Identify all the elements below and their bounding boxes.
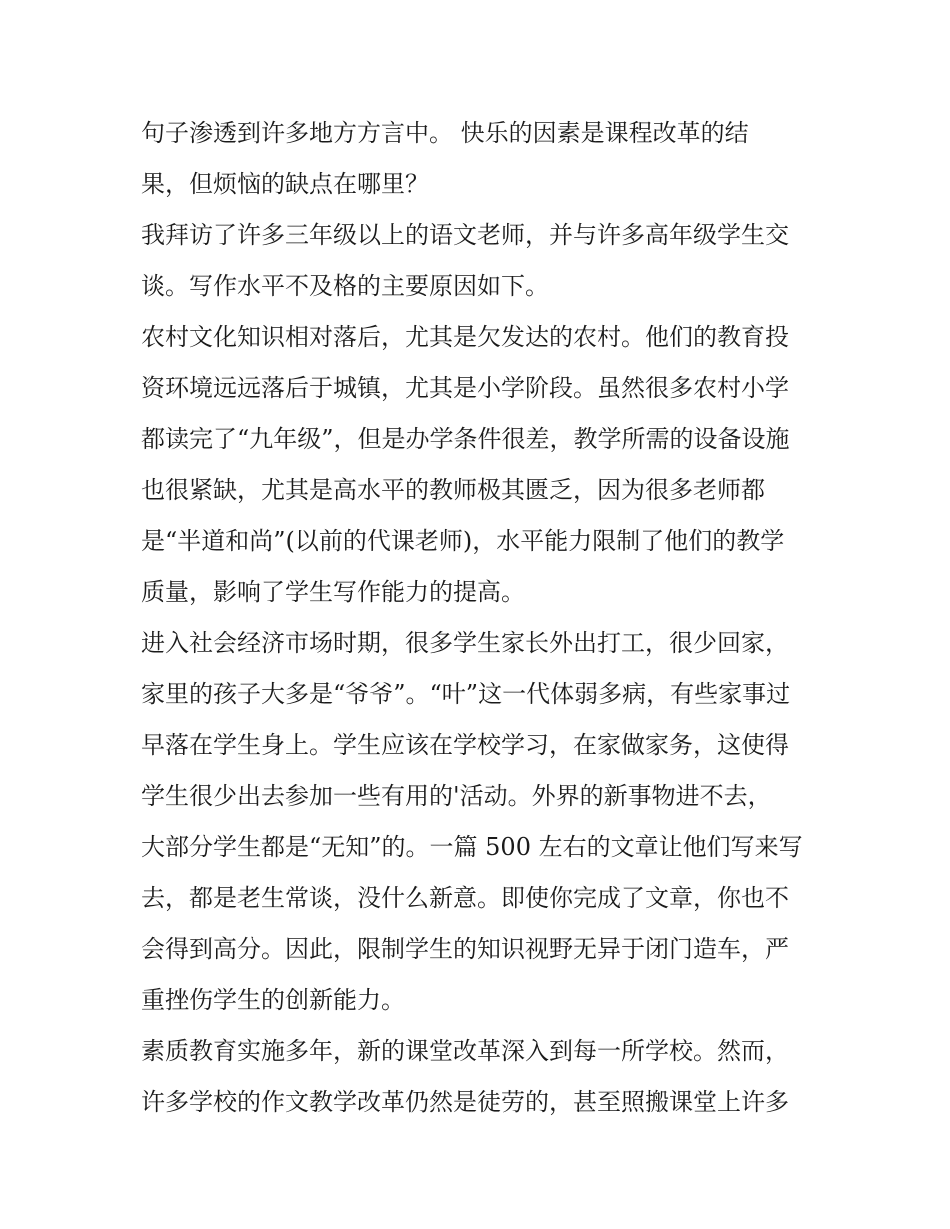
paragraph-4 xyxy=(141,618,821,1026)
text-line: 资环境远远落后于城镇，尤其是小学阶段。虽然很多农村小学 xyxy=(141,374,789,402)
text-line: 谈。写作水平不及格的主要原因如下。 xyxy=(141,272,549,300)
paragraph-1 xyxy=(141,108,821,210)
paragraph-3 xyxy=(141,312,821,618)
text-line: 进入社会经济市场时期，很多学生家长外出打工，很少回家， xyxy=(141,629,789,657)
text-line: 大部分学生都是“无知”的。一篇 500 左右的文章让他们写来写 xyxy=(141,833,803,861)
text-line: 质量，影响了学生写作能力的提高。 xyxy=(141,578,525,606)
text-line: 学生很少出去参加一些有用的'活动。外界的新事物进不去， xyxy=(141,782,772,810)
text-line: 早落在学生身上。学生应该在学校学习，在家做家务，这使得 xyxy=(141,731,789,759)
text-line: 农村文化知识相对落后，尤其是欠发达的农村。他们的教育投 xyxy=(141,323,789,351)
text-line: 去，都是老生常谈，没什么新意。即使你完成了文章，你也不 xyxy=(141,884,789,912)
paragraph-5 xyxy=(141,1026,821,1128)
text-line: 我拜访了许多三年级以上的语文老师，并与许多高年级学生交 xyxy=(141,221,789,249)
text-line: 果，但烦恼的缺点在哪里？ xyxy=(141,170,429,198)
text-line: 许多学校的作文教学改革仍然是徒劳的，甚至照搬课堂上许多 xyxy=(141,1088,789,1116)
document-body xyxy=(141,108,821,1128)
text-line: 都读完了“九年级”，但是办学条件很差，教学所需的设备设施 xyxy=(141,425,790,453)
text-line: 是“半道和尚”(以前的代课老师)，水平能力限制了他们的教学 xyxy=(141,527,785,555)
paragraph-2 xyxy=(141,210,821,312)
text-line: 家里的孩子大多是“爷爷”。“叶”这一代体弱多病，有些家事过 xyxy=(141,680,791,708)
text-line: 句子渗透到许多地方方言中。 快乐的因素是课程改革的结 xyxy=(141,119,749,147)
text-line: 会得到高分。因此，限制学生的知识视野无异于闭门造车，严 xyxy=(141,935,789,963)
text-line: 素质教育实施多年，新的课堂改革深入到每一所学校。然而， xyxy=(141,1037,789,1065)
text-line: 重挫伤学生的创新能力。 xyxy=(141,986,405,1014)
text-line: 也很紧缺，尤其是高水平的教师极其匮乏，因为很多老师都 xyxy=(141,476,765,504)
